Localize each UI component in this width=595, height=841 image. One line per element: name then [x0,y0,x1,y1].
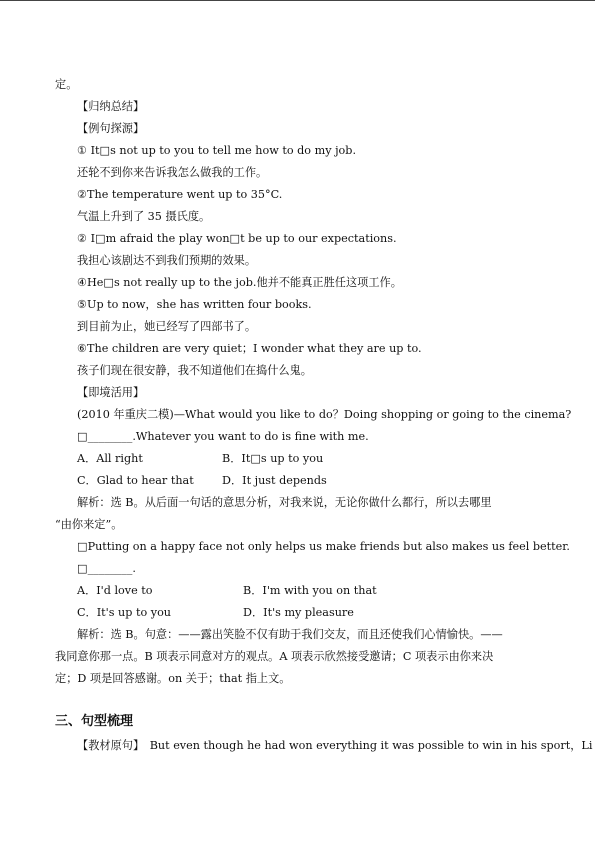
section-label-summary: 【归纳总结】 [77,100,145,113]
option-d: D．It's my pleasure [243,606,354,619]
practice-question: □Putting on a happy face not only helps us make friends but also makes us feel better. [77,540,570,553]
section-label-examples: 【例句探源】 [77,122,145,135]
example-sentence: ②The temperature went up to 35°C. [77,188,283,201]
example-sentence: ④He□s not really up to the job.他并不能真正胜任这项工作。 [77,276,402,289]
option-c: C．Glad to hear that [77,474,194,487]
text-line: 定。 [55,78,78,91]
example-sentence: ① It□s not up to you to tell me how to do my job. [77,144,357,157]
practice-question: (2010 年重庆二模)—What would you like to do？Doing shopping or going to the cinema? [77,408,572,421]
explanation-continued: “由你来定”。 [55,518,123,531]
option-a: A．All right [77,452,143,465]
example-sentence: ⑤Up to now，she has written four books. [77,298,312,311]
page-top-rule [0,0,595,1]
explanation-continued: 定；D 项是回答感谢。on 关于；that 指上文。 [55,672,291,685]
example-translation: 我担心该剧达不到我们预期的效果。 [77,254,257,267]
option-b: B．I'm with you on that [243,584,377,597]
option-b: B．It□s up to you [222,452,324,465]
section-heading-sentence-patterns: 三、句型梳理 [55,714,134,729]
option-c: C．It's up to you [77,606,172,619]
example-sentence: ⑥The children are very quiet；I wonder what they are up to. [77,342,422,355]
section-label-practice: 【即境活用】 [77,386,145,399]
option-d: D．It just depends [222,474,327,487]
explanation-continued: 我同意你那一点。B 项表示同意对方的观点。A 项表示欣然接受邀请；C 项表示由你来决 [55,650,494,663]
practice-question-answer-blank: □________. [77,562,136,575]
example-translation: 气温上升到了 35 摄氏度。 [77,210,211,223]
practice-question-answer-blank: □________.Whatever you want to do is fine with me. [77,430,369,443]
example-translation: 还轮不到你来告诉我怎么做我的工作。 [77,166,268,179]
explanation: 解析：选 B。从后面一句话的意思分析，对我来说，无论你做什么都行，所以去哪里 [77,496,492,509]
example-sentence: ② I□m afraid the play won□t be up to our expectations. [77,232,397,245]
textbook-original-sentence: 【教材原句】 But even though he had won everything it was possible to win in his sport，Li [77,739,593,752]
example-translation: 孩子们现在很安静，我不知道他们在捣什么鬼。 [77,364,312,377]
explanation: 解析：选 B。句意：——露出笑脸不仅有助于我们交友，而且还使我们心情愉快。—— [77,628,503,641]
option-a: A．I'd love to [77,584,153,597]
example-translation: 到目前为止，她已经写了四部书了。 [77,320,257,333]
